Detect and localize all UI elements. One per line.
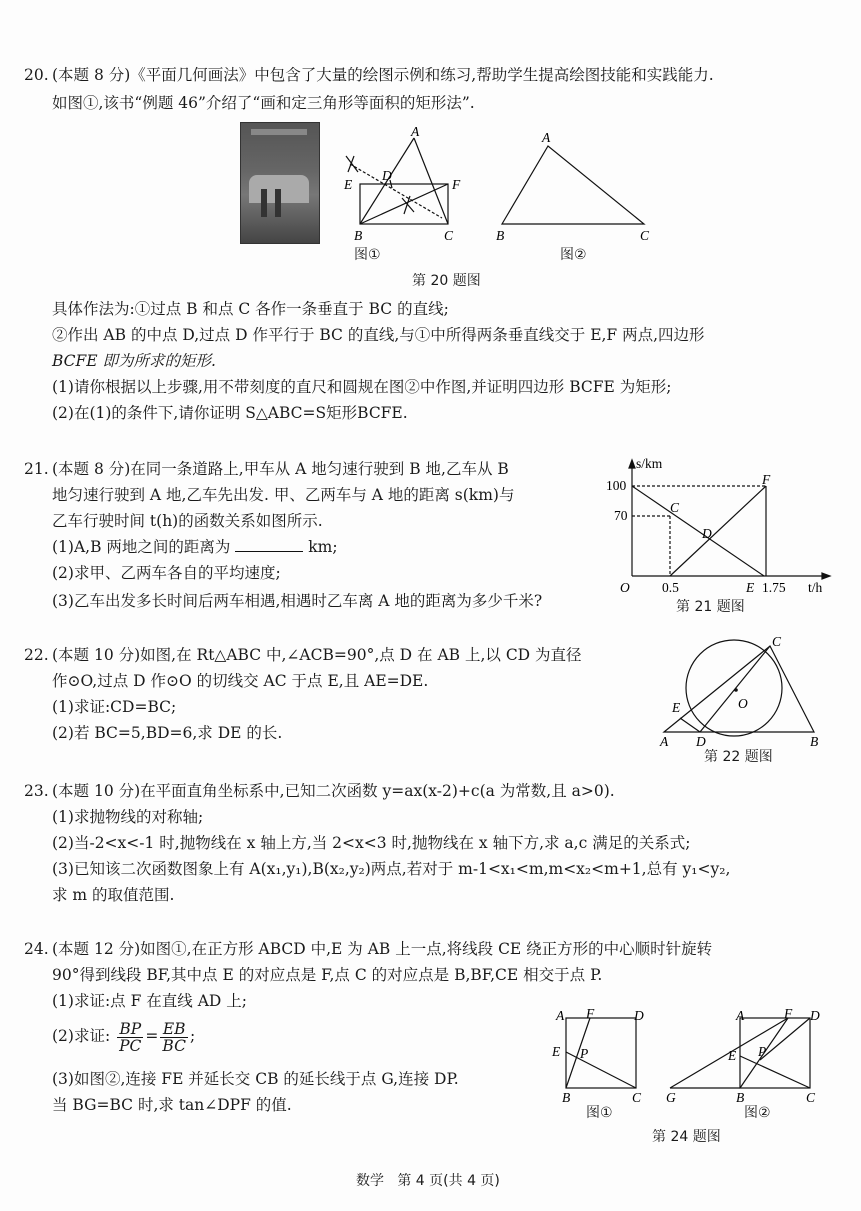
q21-graph xyxy=(606,454,842,595)
q24-fig2-caption: 图② xyxy=(744,1105,771,1121)
q21-part3: (3)乙车出发多长时间后两车相遇,相遇时乙车离 A 地的距离为多少千米? xyxy=(52,592,543,610)
fraction-denominator: BC xyxy=(162,1036,186,1055)
svg-text:C: C xyxy=(444,228,454,243)
fraction-numerator: EB xyxy=(160,1021,188,1038)
svg-text:C: C xyxy=(632,1090,642,1105)
svg-text:D: D xyxy=(634,1008,644,1023)
q20-figure2 xyxy=(488,128,658,244)
svg-text:F: F xyxy=(586,1006,595,1021)
q24-part2-prefix: (2)求证: xyxy=(52,1027,111,1045)
q20-part2: (2)在(1)的条件下,请你证明 S△ABC=S矩形BCFE. xyxy=(52,404,408,422)
q21-line1: (本题 8 分)在同一条道路上,甲车从 A 地匀速行驶到 B 地,乙车从 B xyxy=(52,460,509,478)
q24-line1: (本题 12 分)如图①,在正方形 ABCD 中,E 为 AB 上一点,将线段 CE 绕正方形的中心顺时针旋转 xyxy=(52,940,713,958)
q21-part1-text: (1)A,B 两地之间的距离为 xyxy=(52,538,231,556)
svg-text:D: D xyxy=(382,168,392,183)
svg-text:D: D xyxy=(696,734,706,749)
fraction-denominator: PC xyxy=(119,1036,142,1055)
q23-part3b: 求 m 的取值范围. xyxy=(52,886,175,904)
svg-text:B: B xyxy=(354,228,363,243)
q21-figure-caption: 第 21 题图 xyxy=(676,599,745,615)
svg-text:A: A xyxy=(736,1008,745,1023)
svg-text:F: F xyxy=(762,472,771,487)
svg-text:E: E xyxy=(344,177,353,192)
q22-part2: (2)若 BC=5,BD=6,求 DE 的长. xyxy=(52,724,283,742)
svg-text:A: A xyxy=(556,1008,565,1023)
q24-number: 24. xyxy=(24,940,49,958)
q22-line2: 作⊙O,过点 D 作⊙O 的切线交 AC 于点 E,且 AE=DE. xyxy=(52,672,429,690)
q20-method2: ②作出 AB 的中点 D,过点 D 作平行于 BC 的直线,与①中所得两条垂直线交于 E,F 两点,四边形 xyxy=(52,326,705,344)
svg-text:E: E xyxy=(746,580,755,595)
svg-text:C: C xyxy=(806,1090,816,1105)
q23-part3: (3)已知该二次函数图象上有 A(x₁,y₁),B(x₂,y₂)两点,若对于 m-1<x₁<m,m<x₂<m+1,总有 y₁<y₂, xyxy=(52,860,731,878)
q20-part1: (1)请你根据以上步骤,用不带刻度的直尺和圆规在图②中作图,并证明四边形 BCFE 为矩形; xyxy=(52,378,672,396)
q20-figure1 xyxy=(330,126,470,244)
q24-part3: (3)如图②,连接 FE 并延长交 CB 的延长线于点 G,连接 DP. xyxy=(52,1070,459,1088)
q24-part2-suffix: ; xyxy=(189,1027,196,1045)
fraction-eb-bc xyxy=(160,1021,188,1054)
svg-text:F: F xyxy=(452,177,461,192)
q24-part2 xyxy=(52,1016,195,1056)
q24-fig1-caption: 图① xyxy=(586,1105,613,1121)
q21-line3: 乙车行驶时间 t(h)的函数关系如图所示. xyxy=(52,512,323,530)
q22-figure-caption: 第 22 题图 xyxy=(704,749,773,765)
tick-05: 0.5 xyxy=(662,580,679,595)
q20-fig2-caption: 图② xyxy=(560,247,587,263)
svg-text:E: E xyxy=(728,1048,737,1063)
svg-text:P: P xyxy=(580,1046,589,1061)
fraction-bp-pc xyxy=(117,1021,143,1054)
tick-100: 100 xyxy=(606,478,627,493)
svg-text:P: P xyxy=(758,1044,767,1059)
book-cover-image xyxy=(240,122,320,244)
svg-text:B: B xyxy=(496,228,505,243)
svg-text:C: C xyxy=(772,634,782,649)
svg-text:C: C xyxy=(640,228,650,243)
q20-figure-caption: 第 20 题图 xyxy=(412,273,481,289)
svg-text:E: E xyxy=(672,700,681,715)
svg-text:B: B xyxy=(736,1090,745,1105)
q23-line1: (本题 10 分)在平面直角坐标系中,已知二次函数 y=ax(x-2)+c(a 为常数,且 a>0). xyxy=(52,782,615,800)
q24-part3b: 当 BG=BC 时,求 tan∠DPF 的值. xyxy=(52,1096,292,1114)
svg-text:E: E xyxy=(552,1044,561,1059)
q24-figure1 xyxy=(550,1006,650,1105)
svg-text:A: A xyxy=(660,734,669,749)
q21-part1-unit: km; xyxy=(308,538,338,556)
q21-part2: (2)求甲、乙两车各自的平均速度; xyxy=(52,564,281,582)
q24-figure-caption: 第 24 题图 xyxy=(652,1129,721,1145)
q20-number: 20. xyxy=(24,66,49,84)
q20-line1: (本题 8 分)《平面几何画法》中包含了大量的绘图示例和练习,帮助学生提高绘图技能和实践能力. xyxy=(52,66,714,84)
q20-fig1-caption: 图① xyxy=(354,247,381,263)
q23-part1: (1)求抛物线的对称轴; xyxy=(52,808,204,826)
q24-part1: (1)求证:点 F 在直线 AD 上; xyxy=(52,992,247,1010)
axis-x-label: t/h xyxy=(808,580,823,595)
q21-part1 xyxy=(52,536,338,558)
svg-text:B: B xyxy=(562,1090,571,1105)
axis-y-label: s/km xyxy=(636,456,663,471)
q23-part2: (2)当-2<x<-1 时,抛物线在 x 轴上方,当 2<x<3 时,抛物线在 x 轴下方,求 a,c 满足的关系式; xyxy=(52,834,691,852)
q20-method3: BCFE 即为所求的矩形. xyxy=(52,352,216,370)
q24-figure2 xyxy=(664,1006,844,1105)
svg-text:A: A xyxy=(542,130,551,145)
q20-method1: 具体作法为:①过点 B 和点 C 各作一条垂直于 BC 的直线; xyxy=(52,300,449,318)
svg-text:D: D xyxy=(702,526,712,541)
svg-text:A: A xyxy=(411,124,420,139)
q22-number: 22. xyxy=(24,646,49,664)
origin-label: O xyxy=(620,580,630,595)
svg-text:F: F xyxy=(784,1006,793,1021)
svg-text:G: G xyxy=(666,1090,676,1105)
page-footer: 数学 第 4 页(共 4 页) xyxy=(356,1173,500,1189)
svg-text:D: D xyxy=(810,1008,820,1023)
equals-sign: = xyxy=(145,1027,159,1045)
q22-figure xyxy=(656,636,826,748)
q24-line2: 90°得到线段 BF,其中点 E 的对应点是 F,点 C 的对应点是 B,BF,CE 相交于点 P. xyxy=(52,966,603,984)
tick-70: 70 xyxy=(614,508,628,523)
tick-175: 1.75 xyxy=(762,580,786,595)
q23-number: 23. xyxy=(24,782,49,800)
q20-line2: 如图①,该书“例题 46”介绍了“画和定三角形等面积的矩形法”. xyxy=(52,94,475,112)
svg-text:O: O xyxy=(738,696,748,711)
svg-text:B: B xyxy=(810,734,819,749)
svg-text:C: C xyxy=(670,500,680,515)
fraction-numerator: BP xyxy=(117,1021,143,1038)
q21-line2: 地匀速行驶到 A 地,乙车先出发. 甲、乙两车与 A 地的距离 s(km)与 xyxy=(52,486,515,504)
q22-part1: (1)求证:CD=BC; xyxy=(52,698,177,716)
q22-line1: (本题 10 分)如图,在 Rt△ABC 中,∠ACB=90°,点 D 在 AB 上,以 CD 为直径 xyxy=(52,646,582,664)
answer-blank[interactable] xyxy=(235,537,303,552)
q21-number: 21. xyxy=(24,460,49,478)
